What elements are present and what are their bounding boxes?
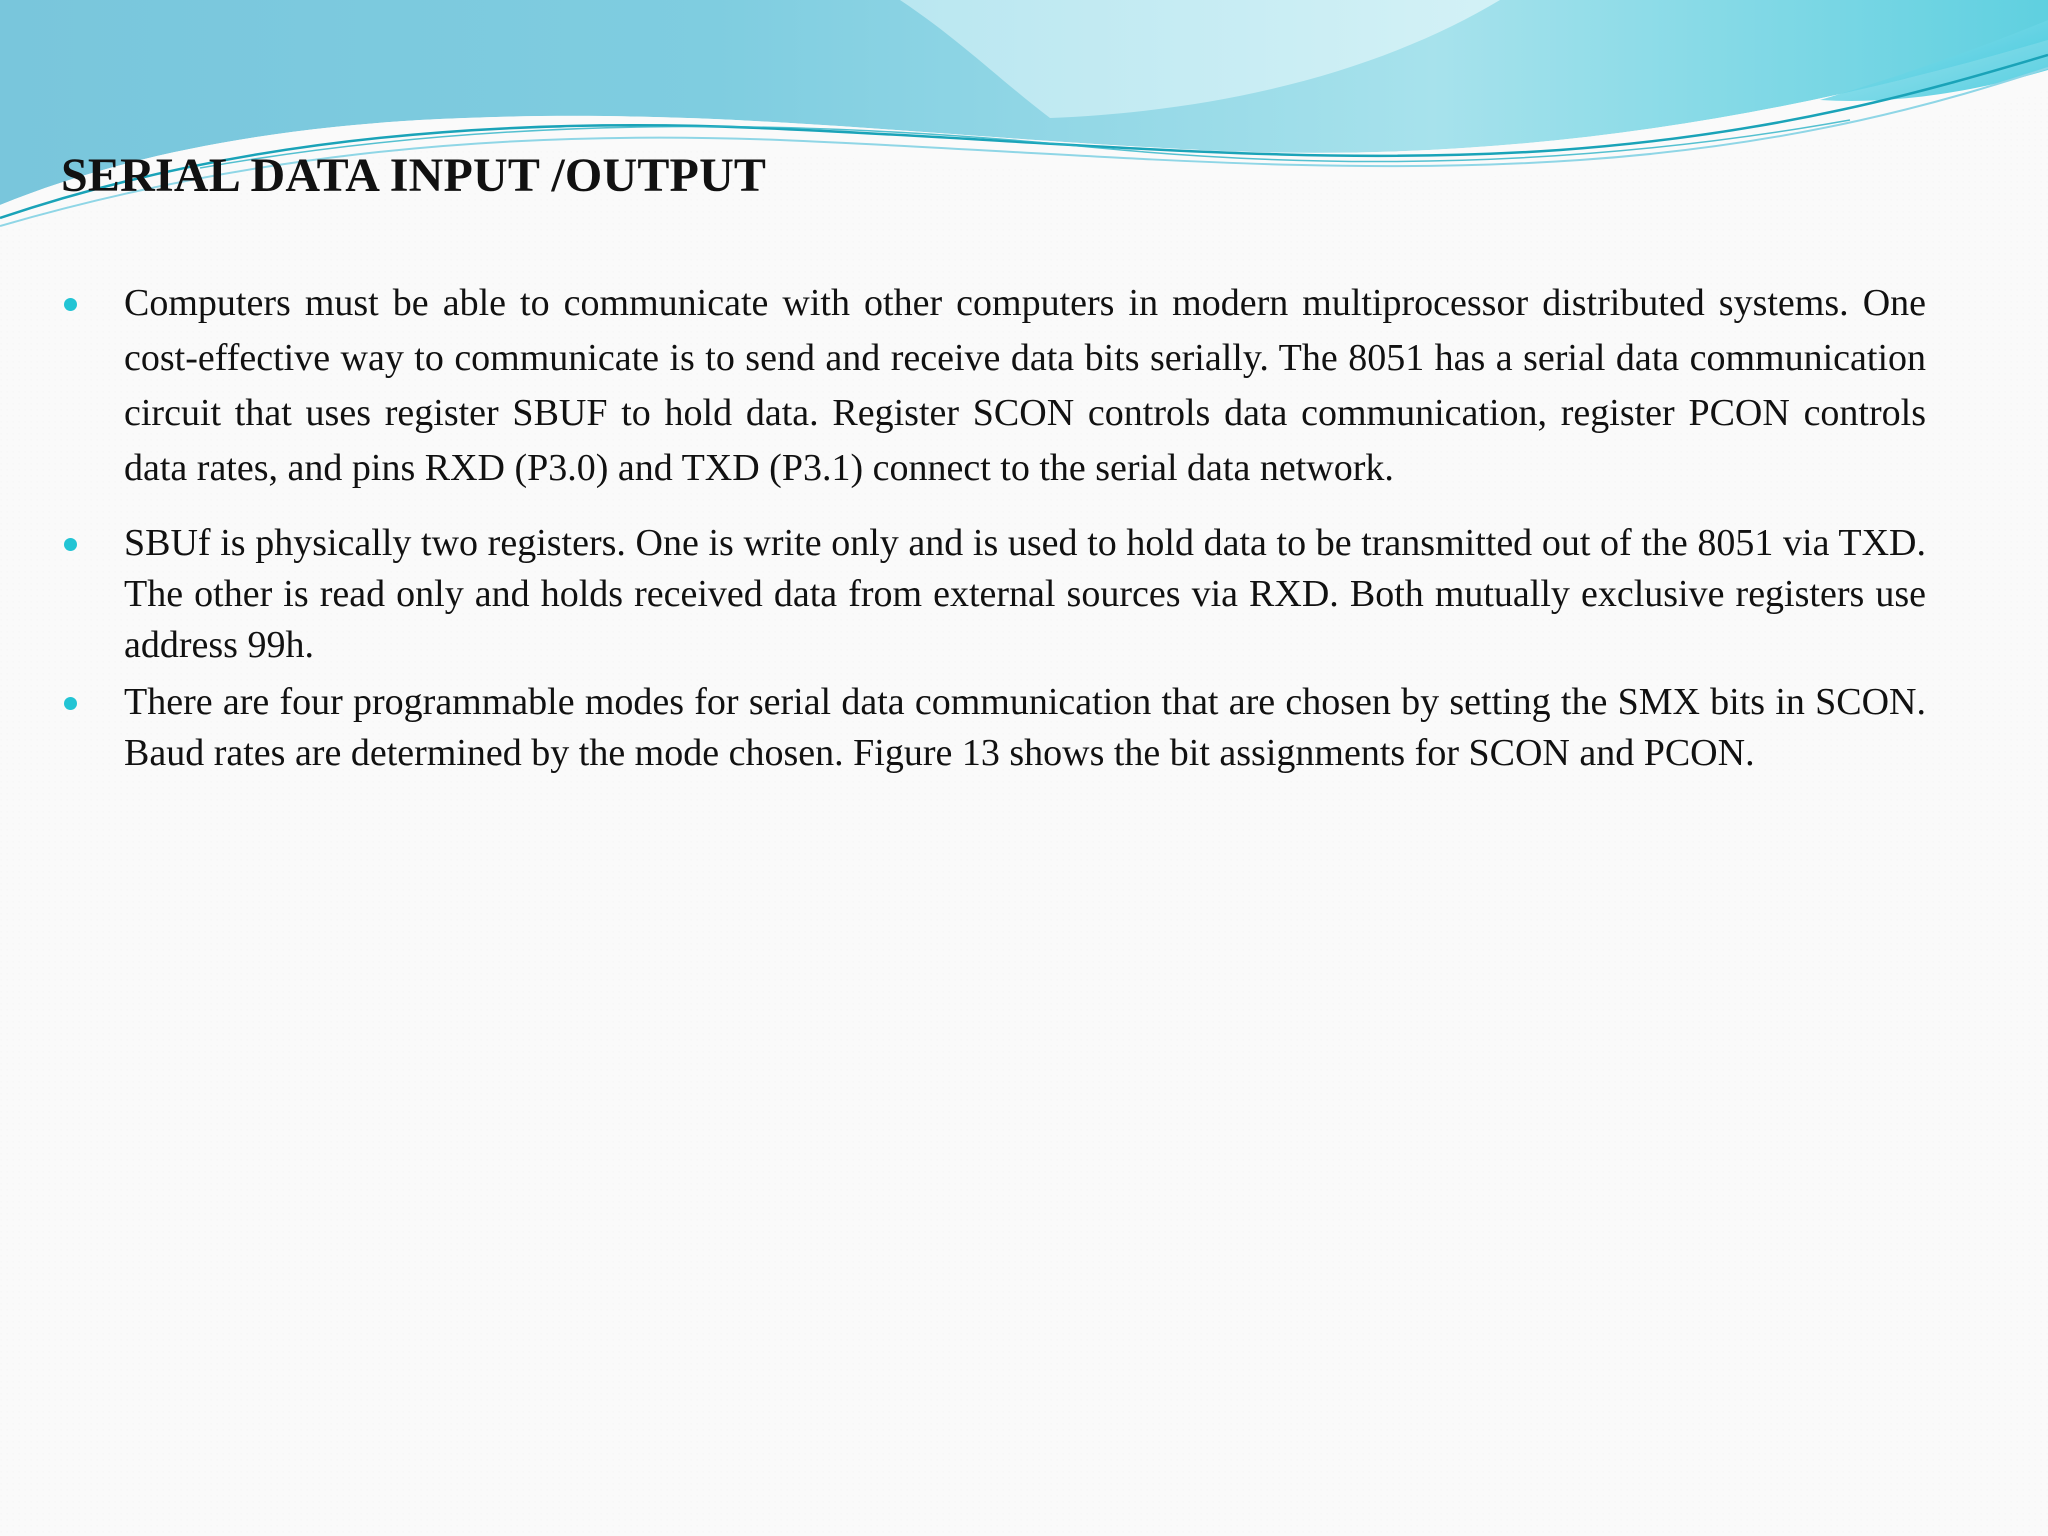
bullet-text: Computers must be able to communicate with other computers in modern multiprocessor distributed systems. One cost-effective way to communicate is to send and receive data bits serially. The 8051 has a serial data communication circuit that uses register SBUF to hold data. Register SCON controls data communication, register PCON controls data rates, and pins RXD (P3.0) and TXD (P3.1) connect to the serial data network.: [124, 282, 1926, 489]
bullet-text: There are four programmable modes for serial data communication that are chosen by setting the SMX bits in SCON. Baud rates are determined by the mode chosen. Figure 13 shows the bit assignments for SCON and PCON.: [124, 681, 1926, 774]
header-wave-decoration: [0, 0, 2048, 240]
bullet-item: [60, 518, 1926, 671]
bullet-dot-icon: [64, 298, 77, 311]
bullet-item: [60, 677, 1926, 779]
slide-title: SERIAL DATA INPUT /OUTPUT: [61, 149, 767, 202]
bullet-list: [60, 276, 1926, 779]
bullet-item: [60, 276, 1926, 496]
bullet-dot-icon: [64, 538, 77, 551]
bullet-dot-icon: [64, 697, 77, 710]
bullet-text: SBUf is physically two registers. One is write only and is used to hold data to be transmitted out of the 8051 via TXD. The other is read only and holds received data from external sources via RXD. Both mutually exclusive registers use address 99h.: [124, 522, 1926, 666]
